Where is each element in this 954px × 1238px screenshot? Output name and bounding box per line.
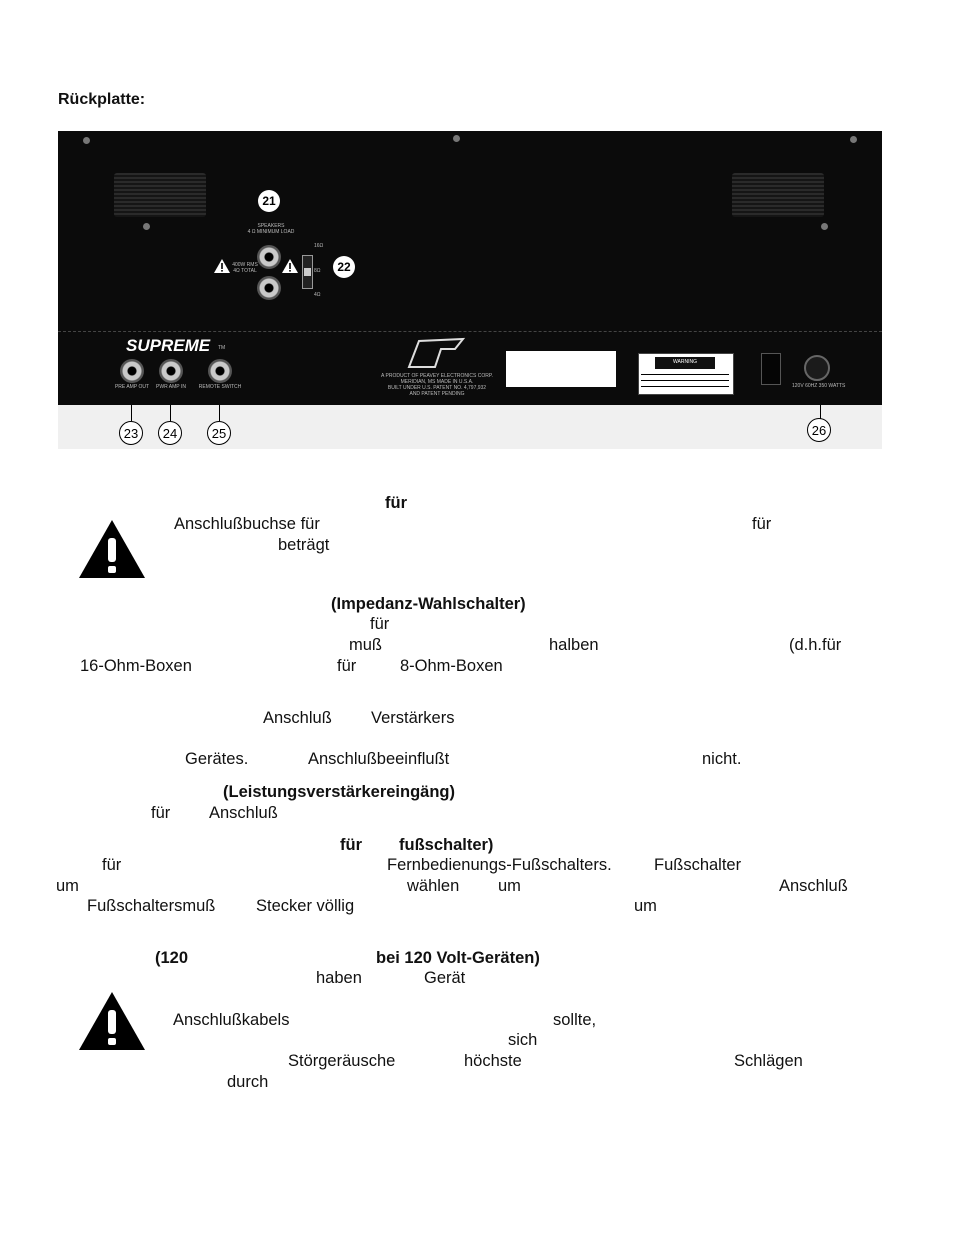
text-fragment: sollte,: [553, 1011, 597, 1029]
screw-icon: [850, 136, 857, 143]
text-fragment: für: [370, 615, 390, 633]
text-fragment: für: [102, 856, 122, 874]
callout-21: 21: [258, 190, 280, 212]
text-fragment: Störgeräusche: [288, 1052, 396, 1070]
text-fragment: muß: [349, 636, 382, 654]
section-heading: (Leistungsverstärkereingäng): [223, 783, 455, 801]
text-fragment: für: [151, 804, 171, 822]
section-heading: (Impedanz-Wahlschalter): [331, 595, 526, 613]
text-fragment: um: [634, 897, 657, 915]
text-fragment: sich: [508, 1031, 538, 1049]
text-fragment: durch: [227, 1073, 269, 1091]
screw-icon: [83, 137, 90, 144]
switch-label-16: 16Ω: [314, 243, 324, 249]
peavey-text-2: MERIDIAN, MS MADE IN U.S.A.: [400, 379, 474, 385]
section-heading: bei 120 Volt-Geräten): [376, 949, 540, 967]
text-fragment: Fußschalter: [654, 856, 742, 874]
switch-label-4: 4Ω: [314, 292, 321, 298]
text-fragment: für: [752, 515, 772, 533]
ohm-label: 4Ω TOTAL: [233, 268, 257, 274]
screw-icon: [143, 223, 150, 230]
text-fragment: Stecker völlig: [256, 897, 355, 915]
rear-panel-image: [58, 131, 882, 405]
preamp-out-jack: [120, 359, 144, 383]
speakers-label: SPEAKERS: [257, 223, 285, 229]
speaker-jack-1: [257, 245, 281, 269]
pwr-amp-in-jack: [159, 359, 183, 383]
text-fragment: Fernbedienungs-Fußschalters.: [387, 856, 612, 874]
text-fragment: (120: [155, 949, 189, 967]
brand-logo: SUPREME: [126, 336, 211, 355]
remote-switch-jack: [208, 359, 232, 383]
text-fragment: halben: [549, 636, 599, 654]
brand-tm: TM: [218, 345, 226, 351]
warning-triangle-icon: [79, 520, 145, 578]
text-fragment: höchste: [464, 1052, 522, 1070]
text-fragment: nicht.: [702, 750, 742, 768]
power-cord-socket: [804, 355, 830, 381]
text-fragment: Anschlußkabels: [173, 1011, 290, 1029]
leader-line: [219, 405, 220, 421]
leader-line: [131, 405, 132, 421]
text-fragment: Verstärkers: [371, 709, 455, 727]
remote-switch-label: REMOTE SWITCH: [198, 384, 242, 390]
peavey-text-4: AND PATENT PENDING: [409, 391, 465, 397]
vent-right: [732, 173, 824, 217]
text-fragment: für: [385, 494, 407, 512]
screw-icon: [821, 223, 828, 230]
warning-triangle-icon: [214, 259, 230, 273]
vent-left: [114, 173, 206, 217]
text-fragment: Anschluß: [263, 709, 332, 727]
text-fragment: (d.h.für: [789, 636, 842, 654]
warning-label: WARNING: [638, 353, 734, 395]
text-fragment: wählen: [407, 877, 460, 895]
screw-icon: [453, 135, 460, 142]
text-fragment: um: [56, 877, 79, 895]
text-fragment: haben: [316, 969, 362, 987]
text-fragment: 16-Ohm-Boxen: [80, 657, 192, 675]
text-fragment: Anschlußbeeinflußt: [308, 750, 450, 768]
text-fragment: für: [337, 657, 357, 675]
load-label: 4 Ω MINIMUM LOAD: [247, 229, 295, 235]
text-fragment: Fußschaltersmuß: [87, 897, 216, 915]
warning-triangle-icon: [79, 992, 145, 1050]
panel-divider: [58, 331, 882, 333]
text-fragment: beträgt: [278, 536, 330, 554]
text-fragment: Gerät: [424, 969, 466, 987]
leader-line: [170, 405, 171, 421]
callout-26: 26: [807, 418, 831, 442]
section-heading: fußschalter): [399, 836, 494, 854]
panel-callout-strip: [58, 405, 882, 449]
warning-triangle-icon: [282, 259, 298, 273]
text-fragment: um: [498, 877, 521, 895]
peavey-text-1: A PRODUCT OF PEAVEY ELECTRONICS CORP.: [381, 373, 493, 379]
text-fragment: Schlägen: [734, 1052, 803, 1070]
peavey-text-3: BUILT UNDER U.S. PATENT NO. 4,797,932: [387, 385, 487, 391]
callout-25: 25: [207, 421, 231, 445]
text-fragment: Anschluß: [209, 804, 278, 822]
text-fragment: Gerätes.: [185, 750, 249, 768]
callout-24: 24: [158, 421, 182, 445]
power-label: 120V 60HZ 350 WATTS: [792, 383, 846, 389]
text-fragment: für: [340, 836, 362, 854]
serial-label-box: [506, 351, 616, 387]
page-title: Rückplatte:: [58, 91, 146, 108]
speaker-jack-2: [257, 276, 281, 300]
pwr-amp-in-label: PWR AMP IN: [156, 384, 186, 390]
preamp-out-label: PRE AMP OUT: [114, 384, 150, 390]
text-fragment: Anschluß: [779, 877, 848, 895]
impedance-switch: [302, 255, 313, 289]
peavey-logo: [405, 337, 469, 371]
fuse-holder: [761, 353, 781, 385]
callout-22: 22: [333, 256, 355, 278]
watts-label: 400W RMS: [232, 262, 258, 268]
callout-23: 23: [119, 421, 143, 445]
text-fragment: Anschlußbuchse für: [174, 515, 320, 533]
switch-label-8: 8Ω: [314, 268, 321, 274]
text-fragment: 8-Ohm-Boxen: [400, 657, 503, 675]
